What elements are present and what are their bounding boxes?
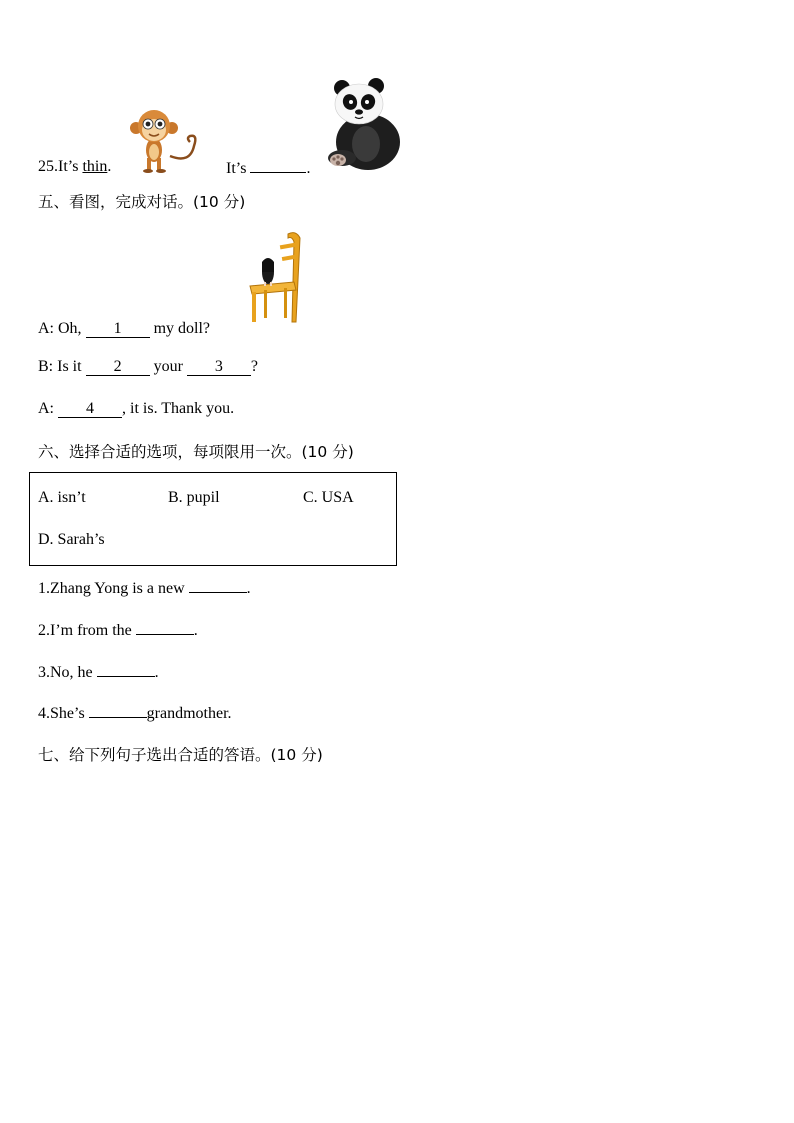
chair-with-doll-icon: [244, 228, 306, 324]
options-box: [29, 472, 397, 566]
q25-right-prefix: It’s: [226, 160, 251, 177]
q25-answer-blank[interactable]: [250, 158, 306, 173]
option-d: D. Sarah’s: [38, 531, 105, 548]
speaker-a: A:: [38, 320, 58, 337]
section7-title: 七、给下列句子选出合适的答语。(10 分): [38, 746, 323, 764]
question-4-text: 4.She’s: [38, 705, 89, 722]
question-4-end: grandmother.: [146, 705, 232, 722]
option-a: A. isn’t: [38, 489, 86, 506]
question-1-text: 1.Zhang Yong is a new: [38, 580, 189, 597]
option-b: B. pupil: [168, 489, 220, 506]
dialogue-line-2: [38, 358, 258, 376]
dialogue-line-1: [38, 320, 210, 338]
line2-post: ?: [250, 358, 259, 375]
question-1: [38, 578, 251, 598]
monkey-icon: [128, 106, 208, 174]
question-4-blank[interactable]: [89, 703, 147, 718]
question-3: [38, 662, 159, 682]
section6-title: 六、选择合适的选项，每项限用一次。(10 分): [38, 443, 354, 461]
q25-right-end: .: [306, 160, 311, 177]
question-2: [38, 620, 198, 640]
question-4: [38, 703, 232, 723]
dialogue-line-3: [38, 400, 234, 418]
speaker-a-2: A:: [38, 400, 58, 417]
question-2-text: 2.I’m from the: [38, 622, 136, 639]
blank-4[interactable]: 4: [58, 401, 122, 418]
q25-left-prefix: It’s: [58, 158, 83, 175]
line2-pre: Is it: [57, 358, 86, 375]
option-c: C. USA: [303, 489, 354, 506]
line2-mid: your: [149, 358, 187, 375]
question-2-end: .: [193, 622, 198, 639]
blank-3[interactable]: 3: [187, 359, 251, 376]
section5-title: 五、看图，完成对话。(10 分): [38, 193, 246, 211]
q25-left-word: thin: [82, 158, 108, 175]
panda-icon: [322, 78, 404, 174]
blank-1[interactable]: 1: [86, 321, 150, 338]
question-3-blank[interactable]: [97, 662, 155, 677]
line1-pre: Oh,: [58, 320, 86, 337]
question-3-end: .: [154, 664, 159, 681]
q25-number: 25.: [38, 158, 58, 175]
question-2-blank[interactable]: [136, 620, 194, 635]
q25-left-end: .: [107, 158, 112, 175]
q25-left-sentence: [38, 158, 111, 176]
speaker-b: B:: [38, 358, 58, 375]
question-1-end: .: [246, 580, 251, 597]
line3-post: , it is. Thank you.: [122, 400, 235, 417]
question-3-text: 3.No, he: [38, 664, 97, 681]
line1-post: my doll?: [149, 320, 210, 337]
blank-2[interactable]: 2: [86, 359, 150, 376]
question-1-blank[interactable]: [189, 578, 247, 593]
q25-right-sentence: [226, 158, 310, 178]
